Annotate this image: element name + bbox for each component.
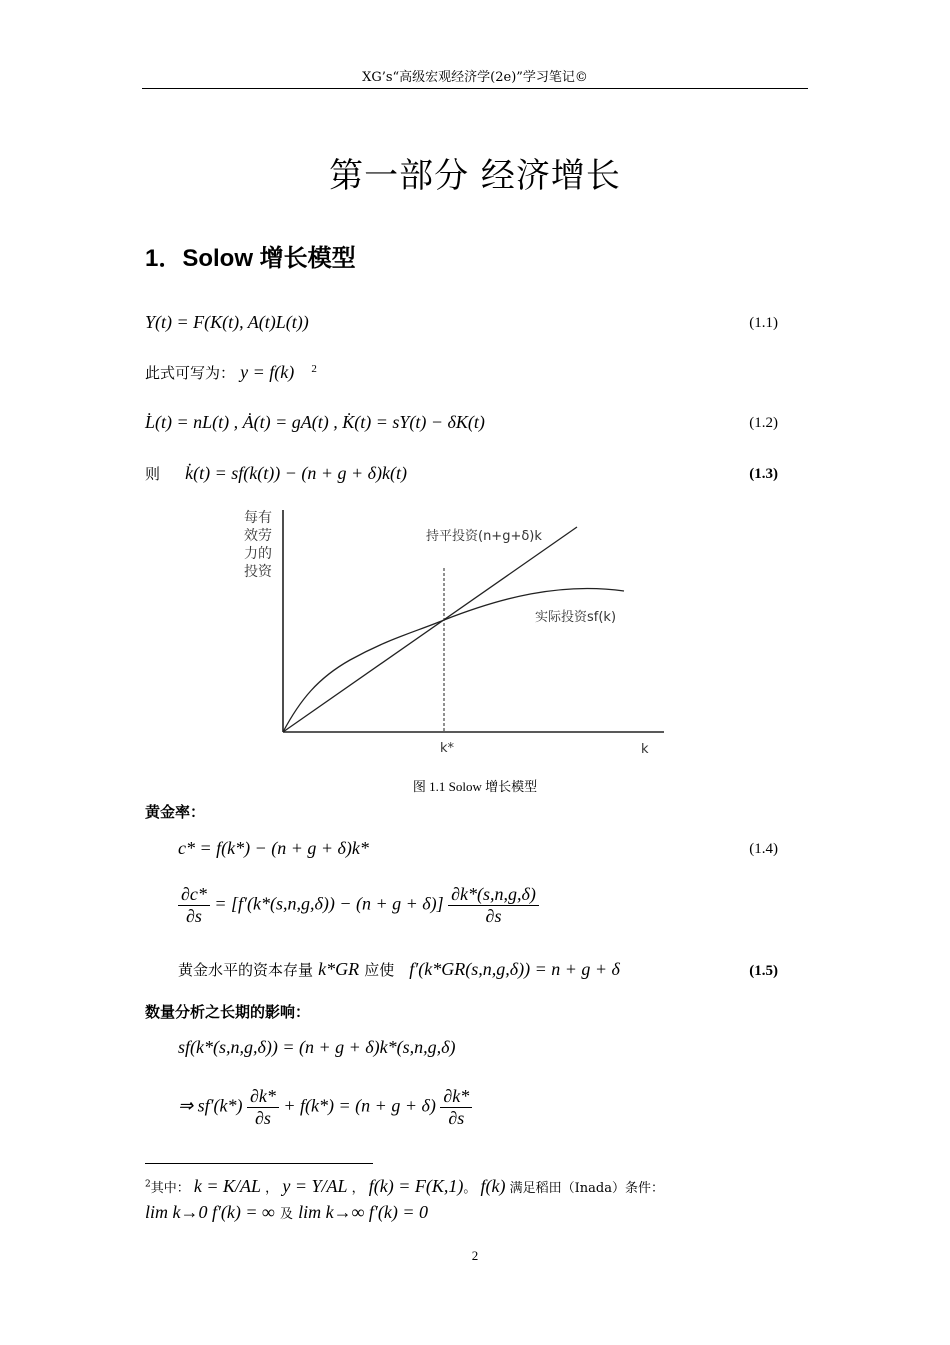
then-label: 则 [145, 465, 161, 483]
dk-ds-fraction-b1 [247, 1086, 279, 1129]
equation-number-1-2: (1.2) [749, 415, 778, 431]
dk-numerator-b2: ∂k* [440, 1086, 472, 1108]
part-title: 第一部分 经济增长 [329, 156, 621, 196]
inada-limit-zero: lim k→0 f′(k) = ∞ [145, 1202, 275, 1222]
golden-rule-heading: 黄金率： [145, 803, 206, 821]
dk-ds-fraction-b2 [440, 1086, 472, 1129]
y-axis-label-line-3: 力的 [244, 546, 272, 562]
equation-1-5: f′(k*GR(s,n,g,δ)) = n + g + δ [409, 959, 620, 979]
golden-rule-derivative [178, 884, 539, 927]
break-even-label: 持平投资(n+g+δ)k [426, 529, 542, 544]
equation-number-1-1: (1.1) [749, 315, 778, 331]
dk-numerator: ∂k*(s,n,g,δ) [448, 884, 539, 906]
y-axis-label-line-2: 效劳 [244, 528, 272, 544]
footnote-mark: 2 [145, 1179, 151, 1190]
footnote-eq-y: y = Y/AL [282, 1176, 348, 1196]
should-make-label: 应使 [364, 961, 395, 979]
equation-1-1: Y(t) = F(K(t), A(t)L(t)) [145, 312, 309, 332]
derivative-middle: = [f′(k*(s,n,g,δ)) − (n + g + δ)] [214, 893, 444, 914]
header-rule [142, 88, 808, 89]
footnote-eq-f: f(k) = F(K,1) [368, 1176, 464, 1196]
equation-1-3-line [145, 463, 407, 484]
equation-number-1-3: (1.3) [749, 466, 778, 482]
ds-denominator-b2: ∂s [448, 1108, 465, 1128]
section-title: 1．Solow 增长模型 [145, 245, 356, 272]
eq-b-prefix: ⇒ sf′(k*) [178, 1095, 243, 1116]
inada-limit-infinity: lim k→∞ f′(k) = 0 [298, 1202, 428, 1222]
y-axis-label-line-4: 投资 [244, 564, 272, 580]
y-axis-label-line-1: 每有 [244, 510, 272, 526]
golden-capital-symbol: k*GR [318, 959, 360, 979]
figure-caption: 图 1.1 Solow 增长模型 [412, 779, 538, 794]
ds-denominator-right: ∂s [485, 906, 502, 926]
rewrite-line [145, 362, 317, 383]
actual-investment-label: 实际投资sf(k) [535, 610, 617, 625]
footnote-eq-k: k = K/AL [193, 1176, 262, 1196]
ds-denominator: ∂s [185, 906, 202, 926]
footnote-line-1: $^2$其中： k = K/AL ， y = Y/AL ， f(k) = F(K,1)。 f(k) 满足稻田（Inada）条件： [145, 1176, 665, 1196]
footnote-inada-label: 满足稻田（Inada）条件： [509, 1181, 665, 1196]
equation-1-4: c* = f(k*) − (n + g + δ)k* [178, 838, 369, 858]
page-number: 2 [471, 1248, 479, 1263]
footnote-rule [145, 1163, 373, 1164]
equation-1-5-line [178, 959, 620, 980]
long-run-heading: 数量分析之长期的影响： [145, 1003, 311, 1021]
solow-figure [230, 500, 690, 765]
break-even-line [283, 527, 577, 732]
dc-numerator: ∂c* [178, 884, 210, 906]
long-run-equation-b [178, 1086, 472, 1129]
dk-ds-fraction [448, 884, 539, 927]
rewrite-equation: y = f(k) [240, 362, 295, 382]
running-header: XG’s“高级宏观经济学(2e)”学习笔记© [362, 70, 588, 85]
footnote-fk: f(k) [480, 1176, 506, 1196]
equation-1-3: k̇(t) = sf(k(t)) − (n + g + δ)k(t) [185, 463, 407, 483]
equation-number-1-5: (1.5) [749, 963, 778, 979]
k-axis-label: k [641, 742, 649, 757]
footnote-line-2 [145, 1202, 428, 1223]
dk-numerator-b1: ∂k* [247, 1086, 279, 1108]
dc-ds-fraction [178, 884, 210, 927]
equation-1-2: L̇(t) = nL(t) , Ȧ(t) = gA(t) , K̇(t) = sY(t) − δK(t) [145, 412, 485, 432]
footnote-where-label: 其中： [150, 1181, 190, 1196]
equation-number-1-4: (1.4) [749, 841, 778, 857]
ds-denominator-b1: ∂s [255, 1108, 271, 1128]
long-run-equation-a: sf(k*(s,n,g,δ)) = (n + g + δ)k*(s,n,g,δ) [178, 1037, 456, 1057]
inada-and: 及 [279, 1207, 293, 1222]
footnote-reference: 2 [311, 362, 317, 375]
rewrite-label: 此式可写为： [145, 364, 236, 382]
kstar-label: k* [440, 741, 455, 756]
golden-capital-label: 黄金水平的资本存量 [178, 961, 314, 979]
eq-b-middle: + f(k*) = (n + g + δ) [283, 1095, 436, 1116]
